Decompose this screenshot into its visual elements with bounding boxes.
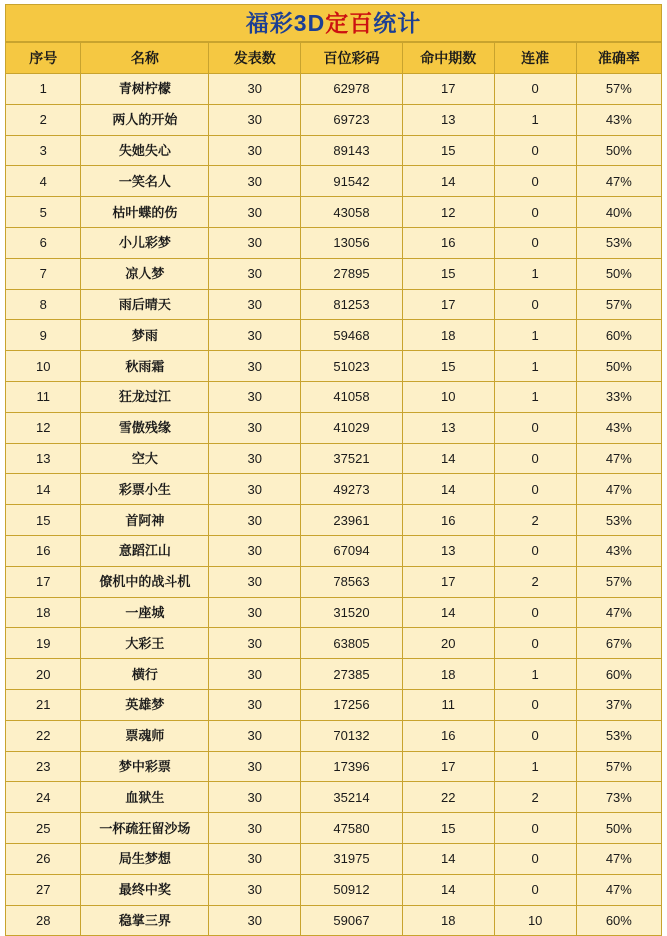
table-row[interactable] (6, 104, 662, 135)
cell-accuracy: 50% (576, 813, 661, 844)
cell-hit-periods: 16 (402, 720, 494, 751)
cell-publish-count: 30 (209, 74, 301, 105)
table-row[interactable] (6, 289, 662, 320)
table-row[interactable] (6, 535, 662, 566)
cell-accuracy: 57% (576, 751, 661, 782)
cell-consecutive: 0 (494, 135, 576, 166)
cell-name: 青树柠檬 (81, 74, 209, 105)
cell-consecutive: 0 (494, 443, 576, 474)
cell-name: 一座城 (81, 597, 209, 628)
cell-name: 彩票小生 (81, 474, 209, 505)
cell-hundreds-code: 35214 (301, 782, 403, 813)
cell-hundreds-code: 41058 (301, 381, 403, 412)
cell-consecutive: 0 (494, 74, 576, 105)
cell-name: 一笑名人 (81, 166, 209, 197)
cell-publish-count: 30 (209, 843, 301, 874)
cell-name: 凉人梦 (81, 258, 209, 289)
cell-hit-periods: 17 (402, 74, 494, 105)
cell-index: 22 (6, 720, 81, 751)
cell-accuracy: 53% (576, 227, 661, 258)
table-row[interactable] (6, 720, 662, 751)
cell-hit-periods: 22 (402, 782, 494, 813)
cell-hundreds-code: 63805 (301, 628, 403, 659)
cell-index: 11 (6, 381, 81, 412)
cell-hundreds-code: 51023 (301, 351, 403, 382)
table-row[interactable] (6, 197, 662, 228)
cell-hit-periods: 18 (402, 905, 494, 936)
cell-consecutive: 2 (494, 505, 576, 536)
cell-hundreds-code: 27895 (301, 258, 403, 289)
cell-index: 14 (6, 474, 81, 505)
page-title-part-2: 定百 (325, 9, 374, 36)
cell-consecutive: 1 (494, 351, 576, 382)
table-header-row (6, 43, 662, 74)
cell-index: 7 (6, 258, 81, 289)
cell-name: 首阿神 (81, 505, 209, 536)
cell-accuracy: 57% (576, 289, 661, 320)
cell-name: 小儿彩梦 (81, 227, 209, 258)
cell-index: 27 (6, 874, 81, 905)
cell-consecutive: 0 (494, 289, 576, 320)
cell-publish-count: 30 (209, 659, 301, 690)
cell-hit-periods: 16 (402, 505, 494, 536)
cell-hundreds-code: 17396 (301, 751, 403, 782)
cell-hundreds-code: 31520 (301, 597, 403, 628)
cell-index: 26 (6, 843, 81, 874)
cell-hit-periods: 13 (402, 535, 494, 566)
cell-publish-count: 30 (209, 227, 301, 258)
cell-publish-count: 30 (209, 474, 301, 505)
table-row[interactable] (6, 843, 662, 874)
cell-publish-count: 30 (209, 905, 301, 936)
cell-index: 28 (6, 905, 81, 936)
cell-hit-periods: 17 (402, 751, 494, 782)
cell-name: 票魂师 (81, 720, 209, 751)
table-row[interactable] (6, 227, 662, 258)
cell-consecutive: 0 (494, 474, 576, 505)
cell-consecutive: 0 (494, 166, 576, 197)
statistics-table (5, 42, 662, 936)
cell-hit-periods: 14 (402, 443, 494, 474)
cell-publish-count: 30 (209, 628, 301, 659)
cell-name: 梦雨 (81, 320, 209, 351)
cell-hundreds-code: 47580 (301, 813, 403, 844)
table-row[interactable] (6, 905, 662, 936)
cell-hit-periods: 18 (402, 659, 494, 690)
cell-index: 20 (6, 659, 81, 690)
cell-consecutive: 0 (494, 628, 576, 659)
table-row[interactable] (6, 566, 662, 597)
cell-publish-count: 30 (209, 197, 301, 228)
cell-name: 失她失心 (81, 135, 209, 166)
title-bar (5, 4, 662, 42)
cell-index: 12 (6, 412, 81, 443)
cell-hundreds-code: 59468 (301, 320, 403, 351)
cell-index: 10 (6, 351, 81, 382)
table-body (6, 74, 662, 936)
cell-hit-periods: 14 (402, 597, 494, 628)
cell-accuracy: 47% (576, 443, 661, 474)
cell-publish-count: 30 (209, 782, 301, 813)
cell-consecutive: 1 (494, 659, 576, 690)
cell-consecutive: 0 (494, 720, 576, 751)
cell-index: 5 (6, 197, 81, 228)
table-row[interactable] (6, 813, 662, 844)
cell-hundreds-code: 89143 (301, 135, 403, 166)
cell-name: 秋雨霜 (81, 351, 209, 382)
cell-publish-count: 30 (209, 166, 301, 197)
table-row[interactable] (6, 320, 662, 351)
cell-consecutive: 1 (494, 751, 576, 782)
cell-publish-count: 30 (209, 289, 301, 320)
table-header (6, 43, 662, 74)
cell-hit-periods: 15 (402, 135, 494, 166)
cell-index: 2 (6, 104, 81, 135)
cell-consecutive: 0 (494, 197, 576, 228)
cell-hit-periods: 12 (402, 197, 494, 228)
cell-consecutive: 0 (494, 412, 576, 443)
cell-publish-count: 30 (209, 751, 301, 782)
table-row[interactable] (6, 412, 662, 443)
cell-publish-count: 30 (209, 320, 301, 351)
cell-hundreds-code: 41029 (301, 412, 403, 443)
cell-accuracy: 60% (576, 905, 661, 936)
cell-hundreds-code: 50912 (301, 874, 403, 905)
column-header-hit-periods: 命中期数 (402, 43, 494, 74)
cell-hundreds-code: 31975 (301, 843, 403, 874)
table-row[interactable] (6, 628, 662, 659)
cell-hit-periods: 14 (402, 166, 494, 197)
cell-name: 血狱生 (81, 782, 209, 813)
cell-hit-periods: 17 (402, 566, 494, 597)
cell-publish-count: 30 (209, 535, 301, 566)
cell-consecutive: 1 (494, 258, 576, 289)
cell-publish-count: 30 (209, 566, 301, 597)
table-row[interactable] (6, 782, 662, 813)
table-row[interactable] (6, 751, 662, 782)
cell-accuracy: 50% (576, 258, 661, 289)
cell-accuracy: 47% (576, 597, 661, 628)
cell-accuracy: 47% (576, 843, 661, 874)
cell-accuracy: 47% (576, 166, 661, 197)
column-header-accuracy: 准确率 (576, 43, 661, 74)
cell-publish-count: 30 (209, 381, 301, 412)
cell-name: 枯叶蝶的伤 (81, 197, 209, 228)
cell-name: 英雄梦 (81, 689, 209, 720)
cell-index: 18 (6, 597, 81, 628)
cell-consecutive: 0 (494, 535, 576, 566)
cell-hundreds-code: 37521 (301, 443, 403, 474)
cell-name: 意蹈江山 (81, 535, 209, 566)
cell-hundreds-code: 69723 (301, 104, 403, 135)
cell-name: 僚机中的战斗机 (81, 566, 209, 597)
cell-index: 8 (6, 289, 81, 320)
cell-publish-count: 30 (209, 412, 301, 443)
cell-name: 横行 (81, 659, 209, 690)
cell-index: 24 (6, 782, 81, 813)
cell-hundreds-code: 59067 (301, 905, 403, 936)
cell-hundreds-code: 67094 (301, 535, 403, 566)
cell-accuracy: 57% (576, 74, 661, 105)
table-row[interactable] (6, 74, 662, 105)
table-row[interactable] (6, 659, 662, 690)
cell-hundreds-code: 49273 (301, 474, 403, 505)
cell-accuracy: 57% (576, 566, 661, 597)
page-title (245, 9, 422, 36)
table-row[interactable] (6, 381, 662, 412)
column-header-publish-count: 发表数 (209, 43, 301, 74)
cell-publish-count: 30 (209, 505, 301, 536)
cell-consecutive: 1 (494, 381, 576, 412)
cell-hundreds-code: 91542 (301, 166, 403, 197)
cell-hundreds-code: 81253 (301, 289, 403, 320)
cell-publish-count: 30 (209, 135, 301, 166)
column-header-hundreds-code: 百位彩码 (301, 43, 403, 74)
cell-hundreds-code: 70132 (301, 720, 403, 751)
cell-name: 两人的开始 (81, 104, 209, 135)
column-header-name: 名称 (81, 43, 209, 74)
cell-accuracy: 73% (576, 782, 661, 813)
cell-index: 19 (6, 628, 81, 659)
cell-index: 16 (6, 535, 81, 566)
table-row[interactable] (6, 443, 662, 474)
cell-hit-periods: 15 (402, 258, 494, 289)
cell-index: 6 (6, 227, 81, 258)
cell-consecutive: 10 (494, 905, 576, 936)
cell-publish-count: 30 (209, 813, 301, 844)
cell-index: 13 (6, 443, 81, 474)
cell-consecutive: 0 (494, 874, 576, 905)
cell-hit-periods: 10 (402, 381, 494, 412)
cell-index: 17 (6, 566, 81, 597)
table-row[interactable] (6, 258, 662, 289)
cell-accuracy: 43% (576, 535, 661, 566)
cell-publish-count: 30 (209, 258, 301, 289)
column-header-index: 序号 (6, 43, 81, 74)
cell-name: 狂龙过江 (81, 381, 209, 412)
cell-hit-periods: 15 (402, 813, 494, 844)
cell-consecutive: 1 (494, 104, 576, 135)
cell-name: 一杯疏狂留沙场 (81, 813, 209, 844)
cell-accuracy: 47% (576, 874, 661, 905)
cell-accuracy: 33% (576, 381, 661, 412)
cell-accuracy: 47% (576, 474, 661, 505)
cell-accuracy: 60% (576, 659, 661, 690)
page-title-part-1: 福彩3D (245, 9, 326, 36)
cell-hit-periods: 15 (402, 351, 494, 382)
cell-consecutive: 0 (494, 597, 576, 628)
cell-consecutive: 0 (494, 689, 576, 720)
column-header-consecutive: 连准 (494, 43, 576, 74)
cell-hundreds-code: 62978 (301, 74, 403, 105)
cell-hundreds-code: 78563 (301, 566, 403, 597)
cell-name: 稳掌三界 (81, 905, 209, 936)
cell-index: 3 (6, 135, 81, 166)
cell-accuracy: 53% (576, 505, 661, 536)
cell-hundreds-code: 17256 (301, 689, 403, 720)
cell-hit-periods: 14 (402, 474, 494, 505)
cell-accuracy: 67% (576, 628, 661, 659)
cell-consecutive: 0 (494, 843, 576, 874)
cell-accuracy: 37% (576, 689, 661, 720)
cell-accuracy: 43% (576, 104, 661, 135)
cell-index: 9 (6, 320, 81, 351)
cell-publish-count: 30 (209, 104, 301, 135)
cell-consecutive: 1 (494, 320, 576, 351)
cell-hit-periods: 13 (402, 104, 494, 135)
cell-consecutive: 0 (494, 813, 576, 844)
cell-hundreds-code: 23961 (301, 505, 403, 536)
cell-publish-count: 30 (209, 720, 301, 751)
table-row[interactable] (6, 166, 662, 197)
cell-hit-periods: 16 (402, 227, 494, 258)
table-row[interactable] (6, 689, 662, 720)
cell-index: 4 (6, 166, 81, 197)
cell-name: 雪傲残缘 (81, 412, 209, 443)
cell-index: 15 (6, 505, 81, 536)
cell-hit-periods: 17 (402, 289, 494, 320)
cell-consecutive: 2 (494, 782, 576, 813)
cell-hit-periods: 14 (402, 843, 494, 874)
cell-publish-count: 30 (209, 597, 301, 628)
cell-name: 空大 (81, 443, 209, 474)
cell-name: 最终中奖 (81, 874, 209, 905)
page-title-part-3: 统计 (373, 9, 422, 36)
cell-accuracy: 53% (576, 720, 661, 751)
cell-hit-periods: 20 (402, 628, 494, 659)
cell-hundreds-code: 27385 (301, 659, 403, 690)
cell-hit-periods: 14 (402, 874, 494, 905)
table-row[interactable] (6, 597, 662, 628)
cell-index: 25 (6, 813, 81, 844)
cell-hit-periods: 11 (402, 689, 494, 720)
cell-accuracy: 40% (576, 197, 661, 228)
table-row[interactable] (6, 874, 662, 905)
cell-name: 局生梦想 (81, 843, 209, 874)
cell-accuracy: 50% (576, 351, 661, 382)
table-row[interactable] (6, 351, 662, 382)
cell-name: 梦中彩票 (81, 751, 209, 782)
table-row[interactable] (6, 505, 662, 536)
cell-publish-count: 30 (209, 874, 301, 905)
cell-index: 1 (6, 74, 81, 105)
cell-hundreds-code: 13056 (301, 227, 403, 258)
cell-publish-count: 30 (209, 689, 301, 720)
cell-name: 雨后晴天 (81, 289, 209, 320)
cell-hit-periods: 18 (402, 320, 494, 351)
cell-accuracy: 60% (576, 320, 661, 351)
cell-accuracy: 43% (576, 412, 661, 443)
cell-hit-periods: 13 (402, 412, 494, 443)
cell-name: 大彩王 (81, 628, 209, 659)
cell-hundreds-code: 43058 (301, 197, 403, 228)
cell-consecutive: 2 (494, 566, 576, 597)
cell-accuracy: 50% (576, 135, 661, 166)
cell-publish-count: 30 (209, 351, 301, 382)
cell-publish-count: 30 (209, 443, 301, 474)
cell-consecutive: 0 (494, 227, 576, 258)
cell-index: 21 (6, 689, 81, 720)
table-row[interactable] (6, 135, 662, 166)
table-row[interactable] (6, 474, 662, 505)
cell-index: 23 (6, 751, 81, 782)
